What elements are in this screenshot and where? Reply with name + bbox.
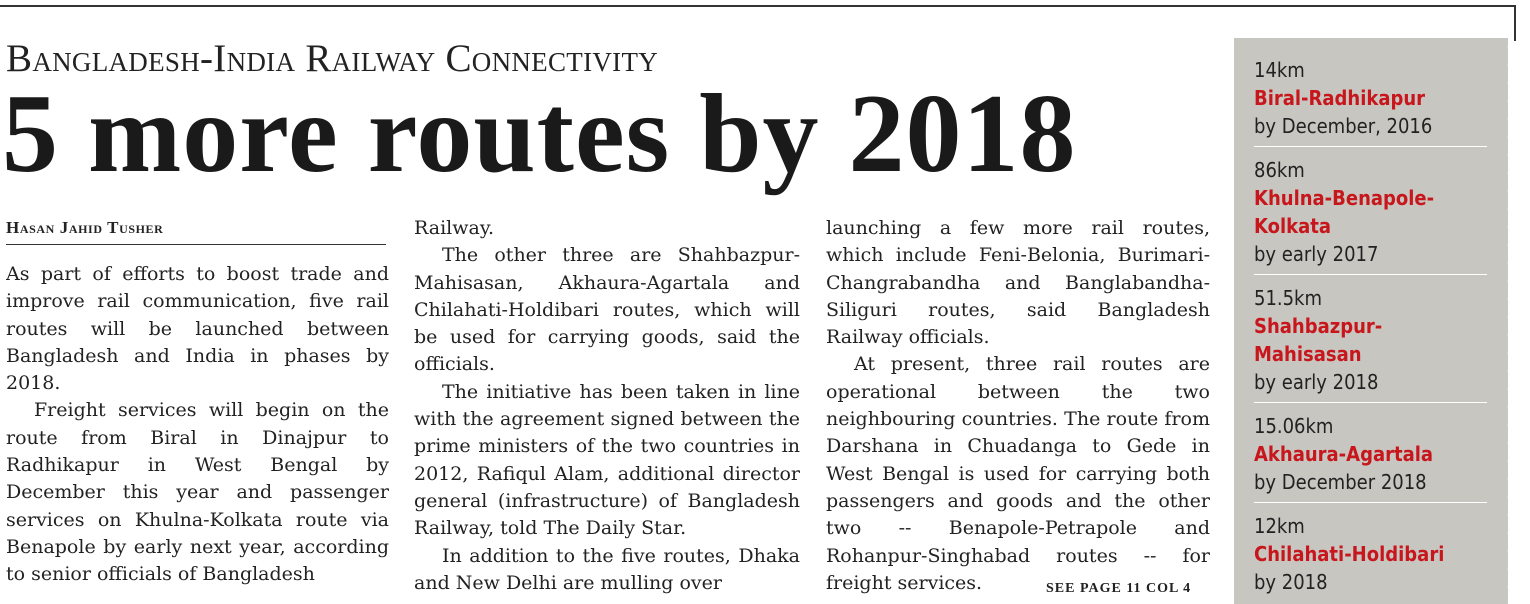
route-distance: 15.06km (1254, 414, 1334, 438)
route-distance: 86km (1254, 158, 1305, 182)
route-name: Shahbazpur-Mahisasan (1254, 314, 1383, 366)
paragraph: At present, three rail routes are operational between the two neighbouring countries. The route from Darshana in Chuadanga to Gede in West Bengal is used for carrying both passengers and goods and the other two -- Benapole-Petrapole and Rohanpur-Singhabad routes -- for freight services. (826, 353, 1210, 594)
route-name: Biral-Radhikapur (1254, 86, 1426, 110)
route-distance: 12km (1254, 514, 1305, 538)
paragraph: Railway. (414, 217, 495, 239)
top-rule (0, 5, 1516, 7)
route-item (1254, 412, 1487, 503)
route-item (1254, 512, 1487, 602)
paragraph: As part of efforts to boost trade and improve rail communication, five rail routes will be launched between Bangladesh and India in phases by 2018. (6, 263, 389, 395)
route-item (1254, 284, 1487, 403)
paragraph: launching a few more rail routes, which include Feni-Belonia, Burimari-Changrabandha and Banglabandha-Siliguri routes, said Bangladesh Railway officials. (826, 217, 1210, 349)
route-timeline: by 2018 (1254, 570, 1328, 594)
route-name: Chilahati-Holdibari (1254, 542, 1445, 566)
paragraph: In addition to the five routes, Dhaka and New Delhi are mulling over (414, 544, 800, 594)
kicker: Bangladesh-India Railway Connectivity (6, 37, 659, 80)
article-column-3 (826, 215, 1210, 604)
continued-jump-line[interactable]: SEE PAGE 11 COL 4 (1046, 581, 1192, 596)
paragraph: Freight services will begin on the route from Biral in Dinajpur to Radhikapur in West Bengal by December this year and passenger services on Khulna-Kolkata route via Benapole by early next year, according to senior officials of Bangladesh (6, 399, 389, 586)
headline: 5 more routes by 2018 (2, 72, 1077, 196)
article-column-2 (414, 215, 800, 604)
route-timeline: by early 2018 (1254, 370, 1379, 394)
route-timeline: by early 2017 (1254, 242, 1379, 266)
route-distance: 51.5km (1254, 286, 1322, 310)
route-name: Khulna-Benapole-Kolkata (1254, 186, 1435, 238)
routes-sidebar (1234, 38, 1500, 604)
article-column-1 (6, 261, 389, 604)
paragraph: The initiative has been taken in line with the agreement signed between the prime ministers of the two countries in 2012, Rafiqul Alam, additional director general (infrastructure) of Bangladesh Railway, told The Daily Star. (414, 380, 800, 540)
paragraph: The other three are Shahbazpur-Mahisasan, Akhaura-Agartala and Chilahati-Holdibari routes, which will be used for carrying goods, said the officials. (414, 244, 800, 376)
route-item (1254, 156, 1487, 275)
route-item (1254, 56, 1487, 147)
route-distance: 14km (1254, 58, 1305, 82)
route-timeline: by December 2018 (1254, 470, 1427, 494)
byline: Hasan Jahid Tusher (6, 218, 386, 245)
route-timeline: by December, 2016 (1254, 114, 1433, 138)
route-name: Akhaura-Agartala (1254, 442, 1434, 466)
right-rule (1514, 5, 1516, 41)
perforated-edge (1497, 38, 1514, 604)
